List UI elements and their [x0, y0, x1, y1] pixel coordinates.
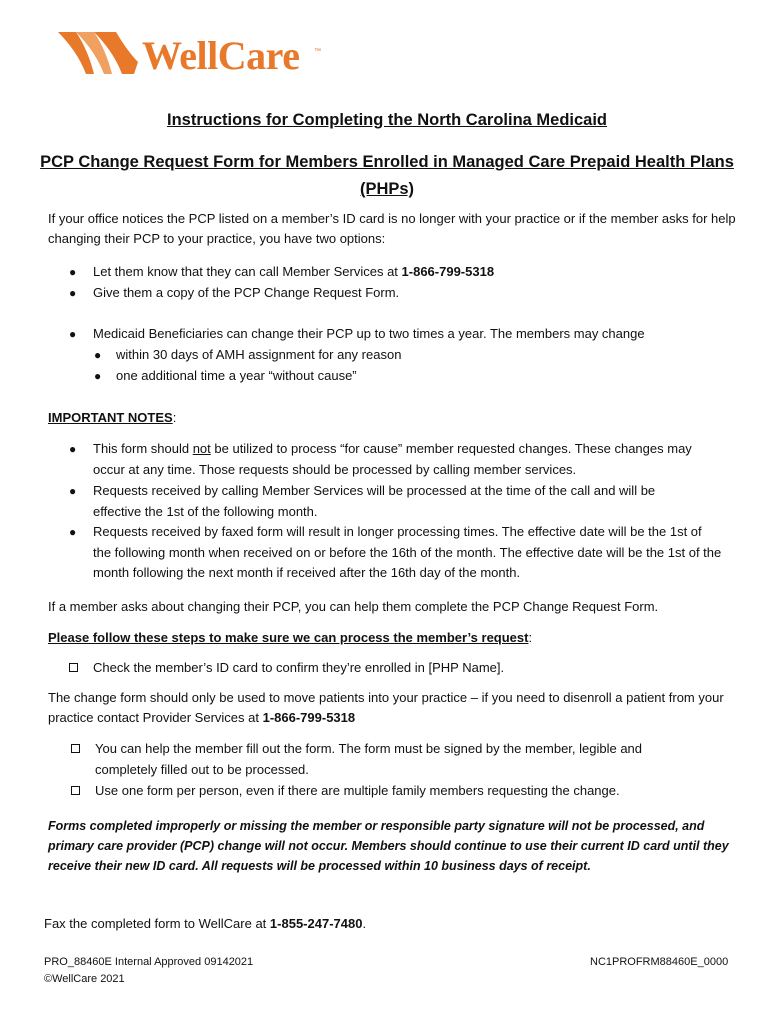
wellcare-logo: [56, 28, 326, 88]
checklist-item: Check the member’s ID card to confirm they’re enrolled in [PHP Name].: [93, 658, 733, 679]
important-notes-heading: IMPORTANT NOTES:: [48, 410, 177, 425]
list-item: ● This form should not be utilized to process “for cause” member requested changes. These changes may occur at any time. Those requests should be processed by calling member services.: [69, 441, 692, 477]
steps-heading: Please follow these steps to make sure we can process the member’s request:: [48, 630, 533, 645]
checkbox-icon: [71, 786, 80, 795]
footer-left: [44, 954, 253, 988]
list-item: ● Requests received by faxed form will result in longer processing times. The effective date will be the 1st of the following month when received on or before the 16th of the month. The effective date will be the 1st of the month following the next month if received after the 16th day of the month.: [69, 524, 722, 581]
footer-approval: PRO_88460E Internal Approved 09142021: [44, 956, 254, 968]
change-form-paragraph: The change form should only be used to move patients into your practice – if you need to disenroll a patient from your practice contact Provider Services at 1-866-799-5318: [48, 690, 724, 725]
logo-trademark: ™: [314, 48, 321, 55]
fax-number: 1-855-247-7480: [269, 916, 363, 931]
logo-wordmark: WellCare: [142, 33, 300, 78]
checkbox-icon: [71, 744, 80, 753]
help-paragraph: If a member asks about changing their PCP, you can help them complete the PCP Change Request Form.: [48, 599, 659, 614]
list-item: ● Requests received by calling Member Services will be processed at the time of the call and will be effective the 1st of the following month.: [69, 483, 656, 519]
page-title-line1: Instructions for Completing the North Carolina Medicaid: [166, 111, 608, 129]
footer-form-id: NC1PROFRM88460E_0000: [590, 956, 729, 968]
list-item: ● within 30 days of AMH assignment for any reason: [94, 347, 402, 362]
list-item: ● Medicaid Beneficiaries can change their PCP up to two times a year. The members may change: [69, 326, 645, 341]
warning-paragraph: Forms completed improperly or missing the member or responsible party signature will not be processed, and primary care provider (PCP) change will not occur. Members should continue to use their current ID card until they receive their new ID card. All requests will be processed within 10 business days of receipt.: [48, 819, 729, 873]
list-item: ● Give them a copy of the PCP Change Request Form.: [69, 285, 400, 300]
footer-copyright: ©WellCare 2021: [44, 973, 125, 985]
page-title-line2: PCP Change Request Form for Members Enrolled in Managed Care Prepaid Health Plans (PHPs): [40, 153, 734, 198]
member-services-phone: 1-866-799-5318: [401, 264, 495, 279]
intro-paragraph: If your office notices the PCP listed on a member’s ID card is no longer with your practice or if the member asks for help changing their PCP to your practice, you have two options:: [48, 211, 736, 246]
wellcare-swoosh-icon: [56, 28, 142, 78]
checklist-item: You can help the member fill out the form. The form must be signed by the member, legible and completely filled out to be processed.: [95, 739, 705, 780]
list-item: ● one additional time a year “without cause”: [94, 368, 357, 383]
fax-instruction: Fax the completed form to WellCare at 1-855-247-7480.: [44, 916, 367, 931]
checkbox-icon: [69, 663, 78, 672]
checklist-item: Use one form per person, even if there are multiple family members requesting the change.: [95, 781, 735, 802]
provider-services-phone: 1-866-799-5318: [262, 710, 356, 725]
list-item: ● Let them know that they can call Member Services at 1-866-799-5318: [69, 264, 495, 279]
